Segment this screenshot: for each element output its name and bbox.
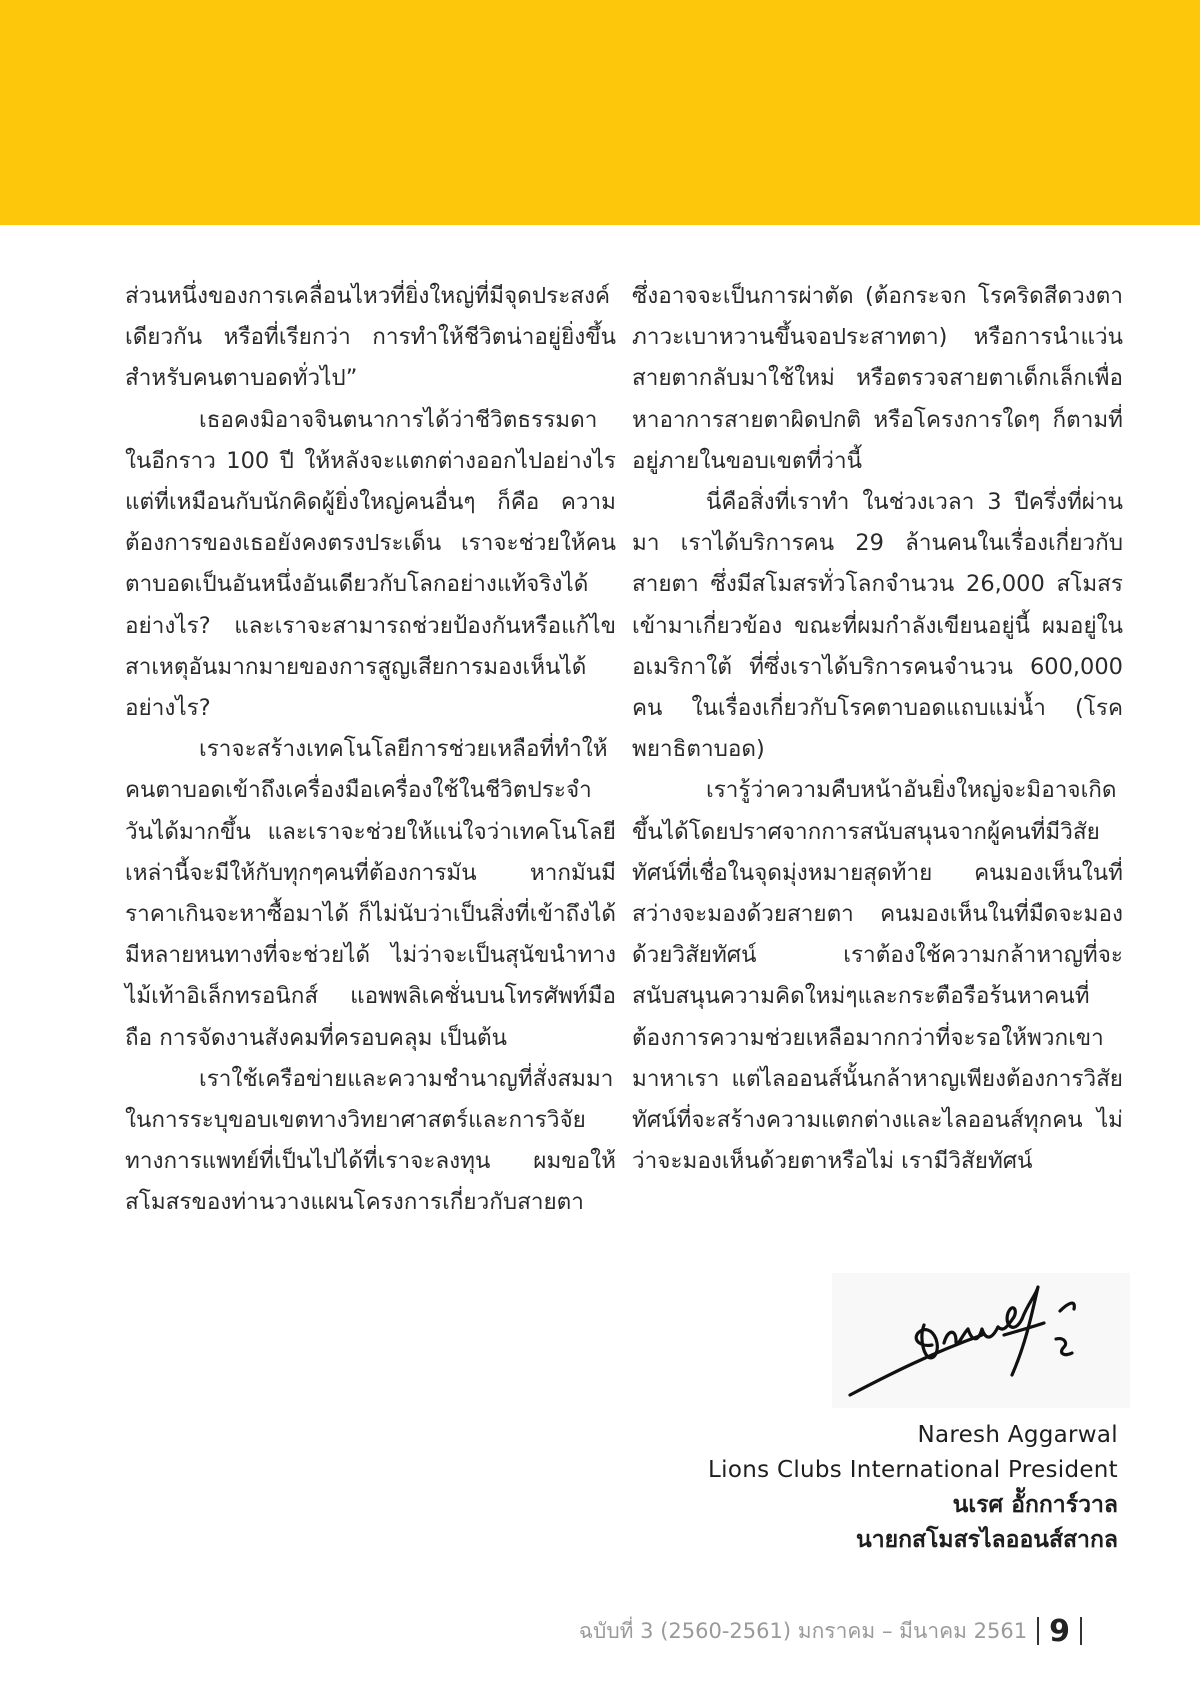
signature-drawing bbox=[832, 1273, 1130, 1408]
header-color-band bbox=[0, 0, 1200, 225]
paragraph: เราจะสร้างเทคโนโลยีการช่วยเหลือที่ทำให้คนตาบอดเข้าถึงเครื่องมือเครื่องใช้ในชีวิตประจำวันได้มากขึ้น และเราจะช่วยให้แน่ใจว่าเทคโนโลยีเหล่านี้จะมีให้กับทุกๆคนที่ต้องการมัน หากมันมีราคาเกินจะหาซื้อมาได้ ก็ไม่นับว่าเป็นสิ่งที่เข้าถึงได้ มีหลายหนทางที่จะช่วยได้ ไม่ว่าจะเป็นสุนัขนำทาง ไม้เท้าอิเล็กทรอนิกส์ แอพพลิเคชั่นบนโทรศัพท์มือถือ การจัดงานสังคมที่ครอบคลุม เป็นต้น bbox=[125, 736, 616, 1051]
paragraph: เราใช้เครือข่ายและความชำนาญที่สั่งสมมาในการระบุขอบเขตทางวิทยาศาสตร์และการวิจัยทางการแพทย์ที่เป็นไปได้ที่เราจะลงทุน ผมขอให้สโมสรของท่านวางแผนโครงการเกี่ยวกับสายตา bbox=[125, 1065, 616, 1216]
page-number: 9 bbox=[1049, 1613, 1070, 1649]
issue-info: ฉบับที่ 3 (2560-2561) มกราคม – มีนาคม 2561 bbox=[578, 1618, 1028, 1643]
left-column bbox=[125, 276, 616, 1224]
handwritten-signature bbox=[832, 1273, 1130, 1408]
footer-divider bbox=[1037, 1617, 1039, 1645]
paragraph: ซึ่งอาจจะเป็นการผ่าตัด (ต้อกระจก โรคริดสีดวงตา ภาวะเบาหวานขึ้นจอประสาทตา) หรือการนำแว่นสายตากลับมาใช้ใหม่ หรือตรวจสายตาเด็กเล็กเพื่อหาอาการสายตาผิดปกติ หรือโครงการใดๆ ก็ตามที่อยู่ภายในขอบเขตที่ว่านี้ bbox=[632, 283, 1123, 474]
paragraph: นี่คือสิ่งที่เราทำ ในช่วงเวลา 3 ปีครึ่งที่ผ่านมา เราได้บริการคน 29 ล้านคนในเรื่องเกี่ยวกับสายตา ซึ่งมีสโมสรทั่วโลกจำนวน 26,000 สโมสรเข้ามาเกี่ยวข้อง ขณะที่ผมกำลังเขียนอยู่นี้ ผมอยู่ในอเมริกาใต้ ที่ซึ่งเราได้บริการคนจำนวน 600,000 คน ในเรื่องเกี่ยวกับโรคตาบอดแถบแม่น้ำ (โรคพยาธิตาบอด) bbox=[632, 489, 1123, 763]
footer-divider bbox=[1080, 1617, 1082, 1645]
signature-block bbox=[558, 1418, 1118, 1558]
signatory-title-thai: นายกสโมสรไลออนส์สากล bbox=[855, 1527, 1118, 1553]
signatory-name-thai: นเรศ อัักการ์วาล bbox=[952, 1492, 1118, 1518]
right-column bbox=[632, 276, 1123, 1182]
paragraph: เธอคงมิอาจจินตนาการได้ว่าชีวิตธรรมดาในอีกราว 100 ปี ให้หลังจะแตกต่างออกไปอย่างไร แต่ที่เหมือนกับนักคิดผู้ยิ่งใหญ่คนอื่นๆ ก็คือ ความต้องการของเธอยังคงตรงประเด็น เราจะช่วยให้คนตาบอดเป็นอันหนึ่งอันเดียวกับโลกอย่างแท้จริงได้อย่างไร? และเราจะสามารถช่วยป้องกันหรือแก้ไขสาเหตุอันมากมายของการสูญเสียการมองเห็นได้อย่างไร? bbox=[125, 406, 616, 722]
paragraph: เรารู้ว่าความคืบหน้าอันยิ่งใหญ่จะมิอาจเกิดขึ้นได้โดยปราศจากการสนับสนุนจากผู้คนที่มีวิสัยทัศน์ที่เชื่อในจุดมุ่งหมายสุดท้าย คนมองเห็นในที่สว่างจะมองด้วยสายตา คนมองเห็นในที่มืดจะมองด้วยวิสัยทัศน์ เราต้องใช้ความกล้าหาญที่จะสนับสนุนความคิดใหม่ๆและกระตือรือร้นหาคนที่ต้องการความช่วยเหลือมากกว่าที่จะรอให้พวกเขามาหาเรา แต่ไลออนส์นั้นกล้าหาญเพียงต้องการวิสัยทัศน์ที่จะสร้างความแตกต่างและไลออนส์ทุกคน ไม่ว่าจะมองเห็นด้วยตาหรือไม่ เรามีวิสัยทัศน์ bbox=[632, 777, 1123, 1175]
signatory-name-english: Naresh Aggarwal bbox=[917, 1422, 1118, 1448]
page-footer bbox=[579, 1611, 1082, 1651]
paragraph: ส่วนหนึ่งของการเคลื่อนไหวที่ยิ่งใหญ่ที่มีจุดประสงค์เดียวกัน หรือที่เรียกว่า การทำให้ชีวิตน่าอยู่ยิ่งขึ้นสำหรับคนตาบอดทั่วไป” bbox=[125, 283, 616, 392]
signatory-title-english: Lions Clubs International President bbox=[708, 1457, 1118, 1483]
